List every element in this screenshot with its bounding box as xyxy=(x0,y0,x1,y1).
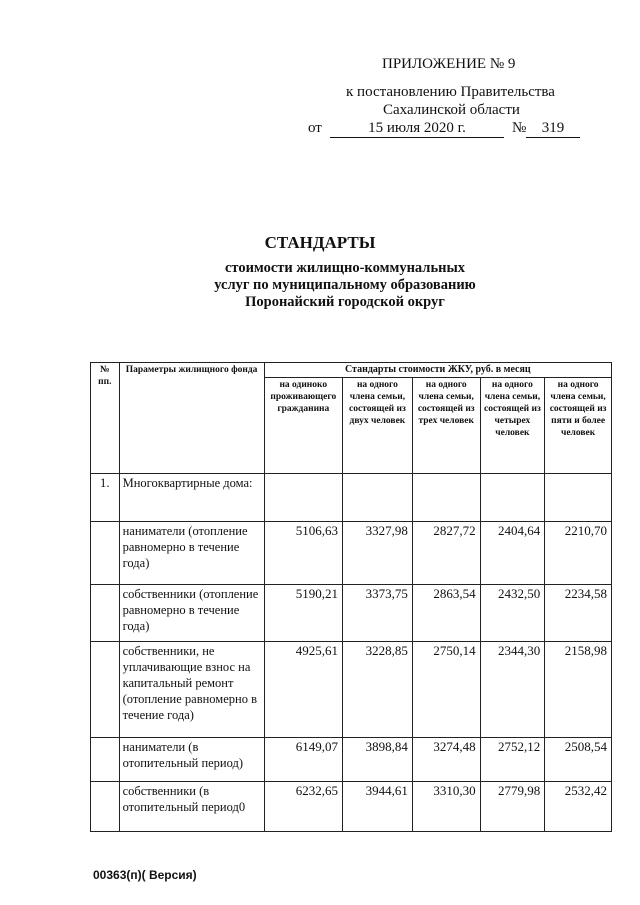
cell-value: 2210,70 xyxy=(545,522,612,585)
cell-value: 5106,63 xyxy=(264,522,342,585)
cell-value: 2863,54 xyxy=(412,585,480,642)
number-sign: № xyxy=(512,120,527,136)
row-label: собственники (в отопительный период0 xyxy=(119,782,264,832)
cell-value: 2508,54 xyxy=(545,738,612,782)
cell-value: 2532,42 xyxy=(545,782,612,832)
cell-value: 3274,48 xyxy=(412,738,480,782)
subheader-two: на одного члена семьи, состоящей из двух человек xyxy=(342,378,412,474)
row-label: собственники (отопление равномерно в течение года) xyxy=(119,585,264,642)
subheader-single: на одиноко проживающего гражданина xyxy=(264,378,342,474)
cell-value: 2752,12 xyxy=(480,738,545,782)
col-params-header: Параметры жилищного фонда xyxy=(119,363,264,474)
cost-group-header: Стандарты стоимости ЖКУ, руб. в месяц xyxy=(264,363,611,378)
table-row xyxy=(91,585,612,642)
subtitle-line-3: Поронайский городской округ xyxy=(245,294,445,310)
cell-value: 6232,65 xyxy=(264,782,342,832)
cell-value: 3228,85 xyxy=(342,642,412,738)
subtitle-line-2: услуг по муниципальному образованию xyxy=(214,277,476,293)
appendix-label: ПРИЛОЖЕНИЕ № 9 xyxy=(382,56,516,72)
section-label: Многоквартирные дома: xyxy=(119,474,264,522)
date-number-line xyxy=(308,120,588,140)
table-row xyxy=(91,782,612,832)
decree-number: 319 xyxy=(526,120,580,138)
document-footer-code: 00363(п)( Версия) xyxy=(93,868,197,882)
cell-value: 3898,84 xyxy=(342,738,412,782)
cell-value: 2750,14 xyxy=(412,642,480,738)
cell-value: 2779,98 xyxy=(480,782,545,832)
table-row xyxy=(91,642,612,738)
cell-value: 2344,30 xyxy=(480,642,545,738)
subheader-four: на одного члена семьи, состоящей из четырех человек xyxy=(480,378,545,474)
cell-value: 2432,50 xyxy=(480,585,545,642)
table-row xyxy=(91,522,612,585)
cell-value: 4925,61 xyxy=(264,642,342,738)
row-label: наниматели (в отопительный период) xyxy=(119,738,264,782)
cell-value: 3944,61 xyxy=(342,782,412,832)
row-label: собственники, не уплачивающие взнос на капитальный ремонт (отопление равномерно в течение года) xyxy=(119,642,264,738)
document-title: СТАНДАРТЫ xyxy=(264,233,376,252)
subheader-three: на одного члена семьи, состоящей из трех человек xyxy=(412,378,480,474)
cell-value: 2234,58 xyxy=(545,585,612,642)
cell-value: 5190,21 xyxy=(264,585,342,642)
subheader-five: на одного члена семьи, состоящей из пяти и более человек xyxy=(545,378,612,474)
cell-value: 3310,30 xyxy=(412,782,480,832)
cell-value: 2827,72 xyxy=(412,522,480,585)
section-number: 1. xyxy=(91,474,120,522)
decree-date: 15 июля 2020 г. xyxy=(330,120,504,138)
decree-reference: к постановлению Правительства xyxy=(346,84,555,100)
region-name: Сахалинской области xyxy=(383,102,520,118)
row-label: наниматели (отопление равномерно в течение года) xyxy=(119,522,264,585)
cell-value: 6149,07 xyxy=(264,738,342,782)
cell-value: 2404,64 xyxy=(480,522,545,585)
col-no-header: № пп. xyxy=(91,363,120,474)
cell-value: 3373,75 xyxy=(342,585,412,642)
table-header-row xyxy=(91,363,612,378)
standards-table xyxy=(90,362,612,832)
table-row xyxy=(91,738,612,782)
cell-value: 3327,98 xyxy=(342,522,412,585)
subtitle-line-1: стоимости жилищно-коммунальных xyxy=(224,260,466,276)
cell-value: 2158,98 xyxy=(545,642,612,738)
document-subtitle xyxy=(180,260,510,311)
section-row xyxy=(91,474,612,522)
from-label: от xyxy=(308,120,322,136)
